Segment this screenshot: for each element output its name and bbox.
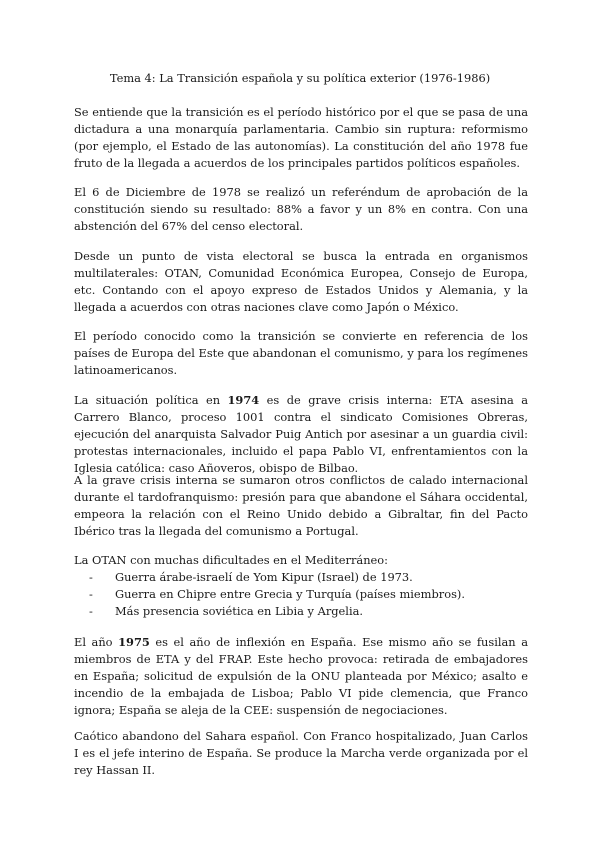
otan-difficulties-list	[89, 569, 529, 620]
paragraph-referendum: El 6 de Diciembre de 1978 se realizó un referéndum de aprobación de la constitución siendo su resultado: 88% a favor y un 8% en contra. Con una abstención del 67% del censo electoral.	[74, 185, 528, 233]
paragraph-reference-model: El período conocido como la transición se convierte en referencia de los países de Europa del Este que abandonan el comunismo, y para los regímenes latinoamericanos.	[74, 329, 528, 377]
paragraph-multilateral-organisms: Desde un punto de vista electoral se busca la entrada en organismos multilaterales: OTAN, Comunidad Económica Europea, Consejo de Europa, etc. Contando con el apoyo expreso de Estados Unidos y Alemania, y la llegada a acuerdos con otras naciones clave como Japón o México.	[74, 249, 528, 314]
p5-post: es de grave crisis interna: ETA asesina a Carrero Blanco, proceso 1001 contra el sindicato Comisiones Obreras, ejecución del anarquista Salvador Puig Antich por asesinar a un guardia civil: protestas internacionales, incluido el papa Pablo VI, enfrentamientos con la Iglesia católica: caso Añoveros, obispo de Bilbao.	[74, 393, 528, 475]
document-title: Tema 4: La Transición española y su política exterior (1976-1986)	[109, 71, 491, 85]
list-item-text: Más presencia soviética en Libia y Argelia.	[115, 604, 363, 618]
list-marker: -	[89, 604, 93, 618]
paragraph-1975-inflexion	[74, 634, 528, 719]
paragraph-1974-crisis	[74, 392, 528, 477]
p5-pre: La situación política en	[74, 393, 228, 407]
year-1975: 1975	[118, 635, 150, 649]
list-item-text: Guerra en Chipre entre Grecia y Turquía (países miembros).	[115, 587, 465, 601]
list-item-text: Guerra árabe-israelí de Yom Kipur (Israel) de 1973.	[115, 570, 413, 584]
list-item	[89, 603, 529, 620]
p8-pre: El año	[74, 635, 119, 649]
paragraph-otan-intro: La OTAN con muchas dificultades en el Mediterráneo:	[74, 553, 388, 567]
paragraph-transition-definition: Se entiende que la transición es el período histórico por el que se pasa de una dictadura a una monarquía parlamentaria. Cambio sin ruptura: reformismo (por ejemplo, el Estado de las autonomías). La constitución del año 1978 fue fruto de la llegada a acuerdos de los principales partidos políticos españoles.	[74, 105, 528, 170]
p8-post: es el año de inflexión en España. Ese mismo año se fusilan a miembros de ETA y del FRAP. Este hecho provoca: retirada de embajadores en España; solicitud de expulsión de la ONU planteada por México; asalto e incendio de la embajada de Lisboa; Pablo VI pide clemencia, que Franco ignora; España se aleja de la CEE: suspensión de negociaciones.	[74, 635, 528, 717]
list-item	[89, 586, 529, 603]
list-item	[89, 569, 529, 586]
list-marker: -	[89, 570, 93, 584]
list-marker: -	[89, 587, 93, 601]
paragraph-international-conflicts: A la grave crisis interna se sumaron otros conflictos de calado internacional durante el tardofranquismo: presión para que abandone el Sáhara occidental, empeora la relación con el Reino Unido debido a Gibraltar, fin del Pacto Ibérico tras la llegada del comunismo a Portugal.	[74, 473, 528, 538]
paragraph-sahara-abandon: Caótico abandono del Sahara español. Con Franco hospitalizado, Juan Carlos I es el jefe interino de España. Se produce la Marcha verde organizada por el rey Hassan II.	[74, 729, 528, 777]
year-1974: 1974	[227, 393, 260, 407]
